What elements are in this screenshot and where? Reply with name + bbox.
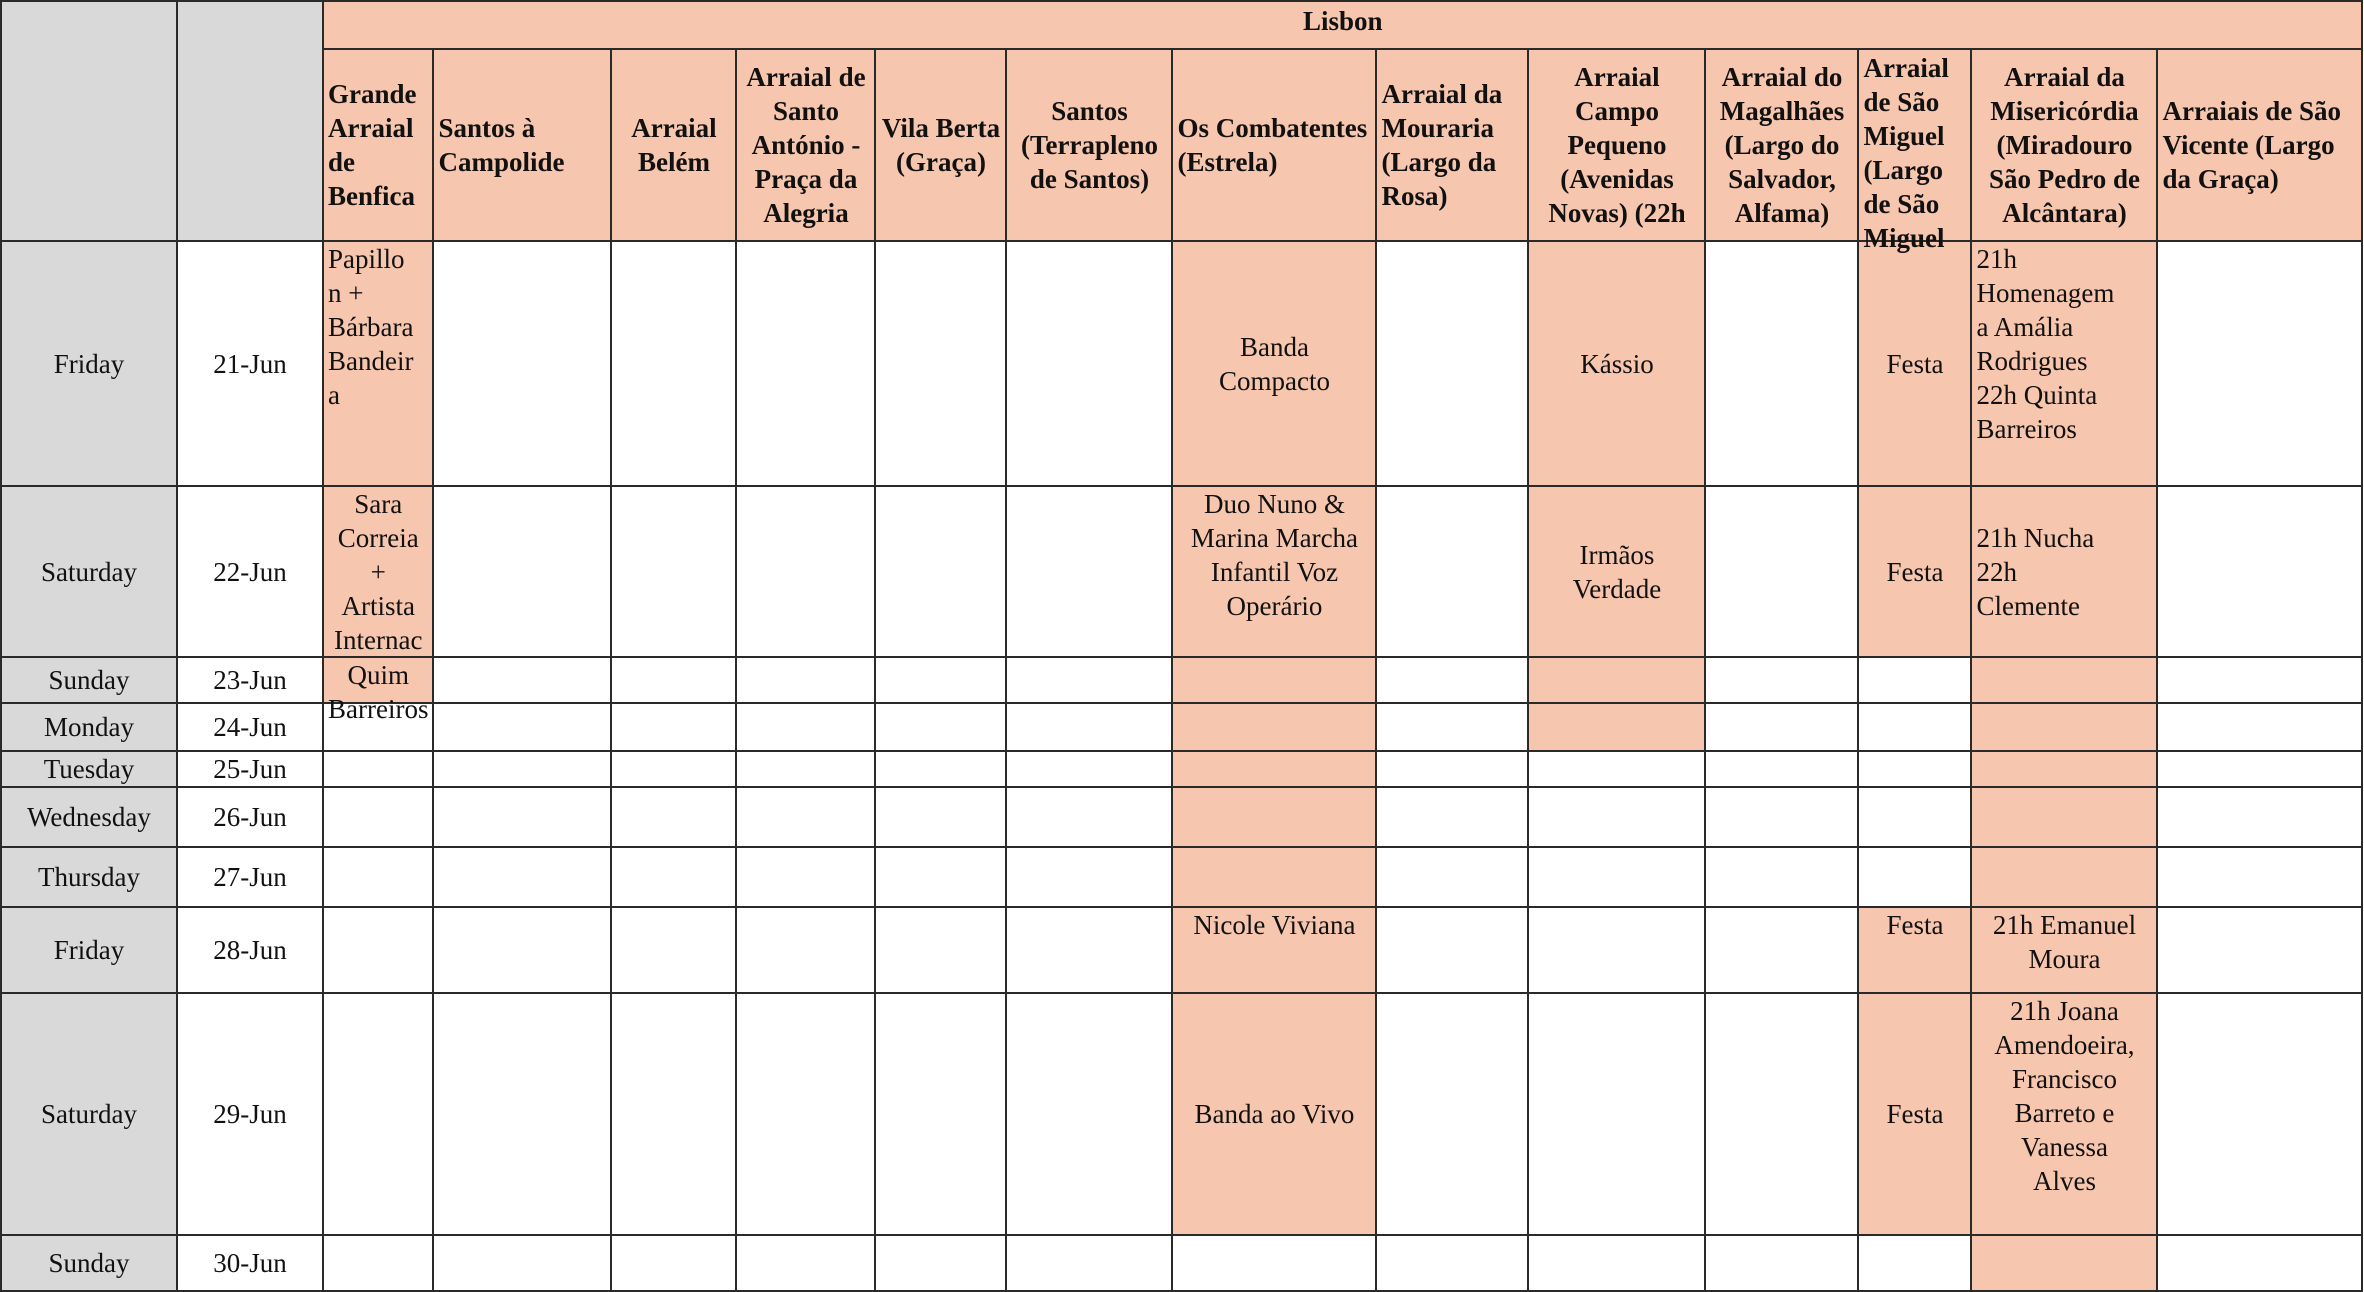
date-label: 30-Jun (213, 1248, 287, 1278)
column-header-label: Vila Berta (Graça) (881, 113, 1001, 177)
event-cell[interactable] (1971, 241, 2157, 486)
event-cell[interactable] (2157, 486, 2362, 657)
event-cell[interactable] (1528, 241, 1705, 486)
column-header-13[interactable] (2157, 49, 2362, 241)
event-cell[interactable] (611, 486, 736, 657)
event-text: 21h Nucha 22h Clemente (1976, 522, 2095, 621)
event-cell[interactable] (736, 657, 875, 703)
column-header-12[interactable] (1971, 49, 2157, 241)
column-header-label: Arraial Campo Pequeno (Avenidas Novas) (22h (1548, 62, 1686, 228)
date-cell[interactable] (177, 847, 323, 907)
day-label: Thursday (38, 862, 140, 892)
event-cell[interactable] (1006, 241, 1172, 486)
event-cell[interactable] (1528, 657, 1705, 703)
event-cell[interactable] (875, 241, 1006, 486)
date-label: 29-Jun (213, 1099, 287, 1129)
event-cell[interactable] (611, 1235, 736, 1291)
date-cell[interactable] (177, 751, 323, 787)
event-cell[interactable] (2157, 787, 2362, 847)
region-header-label: Lisbon (1302, 6, 1383, 36)
table-row (1, 657, 2362, 703)
table-row (1, 993, 2362, 1235)
date-cell[interactable] (177, 703, 323, 751)
table-row (1, 1235, 2362, 1291)
event-text: Nicole Viviana (1193, 910, 1356, 940)
event-text: Sara Correia + Artista Internac (334, 489, 423, 655)
event-cell[interactable] (736, 993, 875, 1235)
event-cell[interactable] (433, 907, 611, 993)
event-cell[interactable] (1528, 847, 1705, 907)
event-cell[interactable] (1971, 907, 2157, 993)
event-cell[interactable] (1006, 657, 1172, 703)
day-label: Tuesday (43, 754, 135, 784)
event-cell[interactable] (1971, 751, 2157, 787)
event-text: Festa (1886, 556, 1944, 587)
event-text: 21h Homenagem a Amália Rodrigues 22h Quinta Barreiros (1976, 244, 2115, 444)
column-header-label: Os Combatentes (Estrela) (1177, 113, 1368, 177)
event-cell[interactable] (433, 241, 611, 486)
day-cell[interactable] (1, 657, 177, 703)
event-cell[interactable] (323, 751, 433, 787)
date-cell[interactable] (177, 907, 323, 993)
event-cell[interactable] (875, 907, 1006, 993)
region-header-row (1, 1, 2362, 49)
event-cell[interactable] (875, 486, 1006, 657)
column-header-7[interactable] (1172, 49, 1376, 241)
event-cell[interactable] (1705, 657, 1858, 703)
event-cell[interactable] (736, 907, 875, 993)
event-cell[interactable] (1172, 993, 1376, 1235)
event-cell[interactable] (1705, 1235, 1858, 1291)
event-cell[interactable] (1858, 241, 1971, 486)
event-cell[interactable] (1528, 703, 1705, 751)
column-header-row (1, 49, 2362, 241)
event-cell[interactable] (2157, 993, 2362, 1235)
event-cell[interactable] (1006, 703, 1172, 751)
table-row (1, 751, 2362, 787)
event-cell[interactable] (323, 486, 433, 657)
event-cell[interactable] (1971, 1235, 2157, 1291)
event-cell[interactable] (1858, 657, 1971, 703)
event-cell[interactable] (1376, 993, 1528, 1235)
event-cell[interactable] (2157, 241, 2362, 486)
event-text: 21h Emanuel Moura (1992, 910, 2137, 974)
event-cell[interactable] (1172, 657, 1376, 703)
date-label: 27-Jun (213, 862, 287, 892)
event-cell[interactable] (323, 907, 433, 993)
event-text: Irmãos Verdade (1572, 539, 1662, 604)
event-cell[interactable] (1971, 703, 2157, 751)
event-cell[interactable] (611, 703, 736, 751)
event-cell[interactable] (323, 787, 433, 847)
event-cell[interactable] (736, 787, 875, 847)
date-label: 24-Jun (213, 712, 287, 742)
date-cell[interactable] (177, 486, 323, 657)
event-cell[interactable] (736, 486, 875, 657)
column-header-label: Arraial de São Miguel (Largo de São Miguel (1863, 53, 1949, 253)
event-cell[interactable] (1858, 993, 1971, 1235)
event-cell[interactable] (1858, 703, 1971, 751)
column-header-8[interactable] (1376, 49, 1528, 241)
event-cell[interactable] (1705, 703, 1858, 751)
date-label: 28-Jun (213, 935, 287, 965)
date-cell[interactable] (177, 787, 323, 847)
event-cell[interactable] (1858, 907, 1971, 993)
event-cell[interactable] (433, 751, 611, 787)
event-text: Festa (1886, 910, 1944, 940)
event-cell[interactable] (875, 751, 1006, 787)
day-cell[interactable] (1, 241, 177, 486)
corner-cell-day[interactable] (1, 1, 177, 241)
date-label: 26-Jun (213, 802, 287, 832)
day-label: Saturday (41, 556, 137, 587)
event-cell[interactable] (323, 1235, 433, 1291)
event-cell[interactable] (1172, 703, 1376, 751)
day-cell[interactable] (1, 703, 177, 751)
event-cell[interactable] (1528, 751, 1705, 787)
event-cell[interactable] (1006, 751, 1172, 787)
event-cell[interactable] (433, 787, 611, 847)
table-row (1, 907, 2362, 993)
event-cell[interactable] (2157, 907, 2362, 993)
column-header-label: Arraial da Misericórdia (Miradouro São Pedro de Alcântara) (1988, 62, 2140, 228)
event-cell[interactable] (1705, 241, 1858, 486)
event-cell[interactable] (611, 847, 736, 907)
event-cell[interactable] (433, 847, 611, 907)
column-header-1[interactable] (323, 49, 433, 241)
event-cell[interactable] (1858, 486, 1971, 657)
date-cell[interactable] (177, 657, 323, 703)
event-cell[interactable] (1006, 1235, 1172, 1291)
day-cell[interactable] (1, 1235, 177, 1291)
event-cell[interactable] (1006, 907, 1172, 993)
event-cell[interactable] (736, 703, 875, 751)
event-cell[interactable] (875, 657, 1006, 703)
column-header-4[interactable] (736, 49, 875, 241)
event-cell[interactable] (1376, 1235, 1528, 1291)
event-cell[interactable] (323, 847, 433, 907)
table-row (1, 486, 2362, 657)
event-cell[interactable] (433, 657, 611, 703)
column-header-label: Arraial do Magalhães (Largo do Salvador, Alfama) (1719, 62, 1845, 228)
event-cell[interactable] (611, 241, 736, 486)
table-row (1, 241, 2362, 486)
event-cell[interactable] (433, 1235, 611, 1291)
event-cell[interactable] (1376, 241, 1528, 486)
date-cell[interactable] (177, 993, 323, 1235)
event-cell[interactable] (1528, 907, 1705, 993)
event-cell[interactable] (2157, 751, 2362, 787)
column-header-6[interactable] (1006, 49, 1172, 241)
event-cell[interactable] (1971, 993, 2157, 1235)
event-cell[interactable] (875, 703, 1006, 751)
column-header-label: Santos (Terrapleno de Santos) (1020, 96, 1158, 194)
event-cell[interactable] (1376, 847, 1528, 907)
day-label: Sunday (48, 665, 130, 695)
day-cell[interactable] (1, 486, 177, 657)
event-cell[interactable] (1006, 993, 1172, 1235)
event-cell[interactable] (1705, 486, 1858, 657)
column-header-2[interactable] (433, 49, 611, 241)
event-cell[interactable] (1971, 486, 2157, 657)
event-cell[interactable] (1971, 787, 2157, 847)
event-cell[interactable] (2157, 703, 2362, 751)
column-header-label: Santos à Campolide (438, 113, 565, 177)
event-cell[interactable] (875, 847, 1006, 907)
event-cell[interactable] (611, 993, 736, 1235)
column-header-9[interactable] (1528, 49, 1705, 241)
day-cell[interactable] (1, 847, 177, 907)
event-cell[interactable] (1528, 787, 1705, 847)
event-cell[interactable] (1858, 787, 1971, 847)
event-cell[interactable] (1528, 486, 1705, 657)
event-cell[interactable] (875, 993, 1006, 1235)
day-label: Saturday (41, 1099, 137, 1129)
date-label: 23-Jun (213, 665, 287, 695)
event-text: Festa (1886, 1099, 1944, 1129)
date-label: 25-Jun (213, 754, 287, 784)
event-cell[interactable] (1172, 847, 1376, 907)
event-cell[interactable] (1971, 657, 2157, 703)
event-cell[interactable] (736, 751, 875, 787)
event-cell[interactable] (1006, 847, 1172, 907)
event-cell[interactable] (1172, 751, 1376, 787)
event-cell[interactable] (611, 907, 736, 993)
event-cell[interactable] (1006, 486, 1172, 657)
event-cell[interactable] (736, 847, 875, 907)
event-cell[interactable] (323, 993, 433, 1235)
event-cell[interactable] (1376, 907, 1528, 993)
event-cell[interactable] (2157, 847, 2362, 907)
column-header-label: Arraiais de São Vicente (Largo da Graça) (2162, 96, 2341, 194)
event-cell[interactable] (323, 241, 433, 486)
event-text: Duo Nuno & Marina Marcha Infantil Voz Operário (1190, 489, 1359, 621)
column-header-label: Arraial Belém (631, 113, 717, 177)
event-cell[interactable] (611, 657, 736, 703)
event-cell[interactable] (1705, 907, 1858, 993)
event-cell[interactable] (1006, 787, 1172, 847)
event-cell[interactable] (736, 241, 875, 486)
event-cell[interactable] (323, 657, 433, 724)
day-label: Friday (53, 935, 125, 965)
day-cell[interactable] (1, 907, 177, 993)
event-cell[interactable] (433, 486, 611, 657)
event-cell[interactable] (1172, 241, 1376, 486)
event-cell[interactable] (1376, 751, 1528, 787)
event-text: Quim Barreiros (328, 660, 429, 724)
table-row (1, 787, 2362, 847)
event-text: Festa (1886, 348, 1944, 379)
event-cell[interactable] (1376, 787, 1528, 847)
day-label: Monday (44, 712, 134, 742)
column-header-label: Arraial da Mouraria (Largo da Rosa) (1381, 79, 1503, 211)
event-cell[interactable] (2157, 1235, 2362, 1291)
event-cell[interactable] (1971, 847, 2157, 907)
event-text: Banda Compacto (1218, 331, 1330, 396)
day-cell[interactable] (1, 787, 177, 847)
day-cell[interactable] (1, 993, 177, 1235)
event-cell[interactable] (2157, 657, 2362, 703)
column-header-label: Arraial de Santo António - Praça da Alegria (746, 62, 866, 228)
event-text: 21h Joana Amendoeira, Francisco Barreto e Vanessa Alves (1994, 996, 2135, 1196)
table-row (1, 847, 2362, 907)
event-cell[interactable] (1376, 657, 1528, 703)
column-header-5[interactable] (875, 49, 1006, 241)
event-cell[interactable] (1705, 787, 1858, 847)
event-cell[interactable] (433, 703, 611, 751)
event-cell[interactable] (1528, 993, 1705, 1235)
event-cell[interactable] (1705, 993, 1858, 1235)
event-cell[interactable] (1172, 1235, 1376, 1291)
day-label: Friday (53, 348, 125, 379)
event-cell[interactable] (1172, 787, 1376, 847)
event-text: Papillo n + Bárbara Bandeir a (328, 244, 414, 410)
event-cell[interactable] (1705, 847, 1858, 907)
date-cell[interactable] (177, 1235, 323, 1291)
event-cell[interactable] (875, 1235, 1006, 1291)
region-header-lisbon[interactable] (323, 1, 2362, 49)
day-label: Wednesday (27, 802, 151, 832)
column-header-3[interactable] (611, 49, 736, 241)
event-cell[interactable] (1528, 1235, 1705, 1291)
event-cell[interactable] (1705, 751, 1858, 787)
day-cell[interactable] (1, 751, 177, 787)
event-cell[interactable] (1858, 1235, 1971, 1291)
date-label: 22-Jun (213, 556, 287, 587)
column-header-11[interactable] (1858, 49, 1971, 253)
schedule-body (1, 1, 2362, 1291)
event-cell[interactable] (611, 751, 736, 787)
event-cell[interactable] (1858, 751, 1971, 787)
event-cell[interactable] (875, 787, 1006, 847)
date-label: 21-Jun (213, 348, 287, 379)
event-cell[interactable] (1376, 486, 1528, 657)
date-cell[interactable] (177, 241, 323, 486)
event-cell[interactable] (433, 993, 611, 1235)
event-cell[interactable] (611, 787, 736, 847)
day-label: Sunday (48, 1248, 130, 1278)
column-header-10[interactable] (1705, 49, 1858, 241)
event-text: Kássio (1580, 348, 1654, 379)
event-cell[interactable] (1172, 486, 1376, 657)
event-cell[interactable] (1858, 847, 1971, 907)
event-cell[interactable] (736, 1235, 875, 1291)
event-text: Banda ao Vivo (1194, 1099, 1355, 1129)
column-header-label: Grande Arraial de Benfica (328, 79, 417, 211)
event-cell[interactable] (1172, 907, 1376, 993)
corner-cell-date[interactable] (177, 1, 323, 241)
event-cell[interactable] (1376, 703, 1528, 751)
